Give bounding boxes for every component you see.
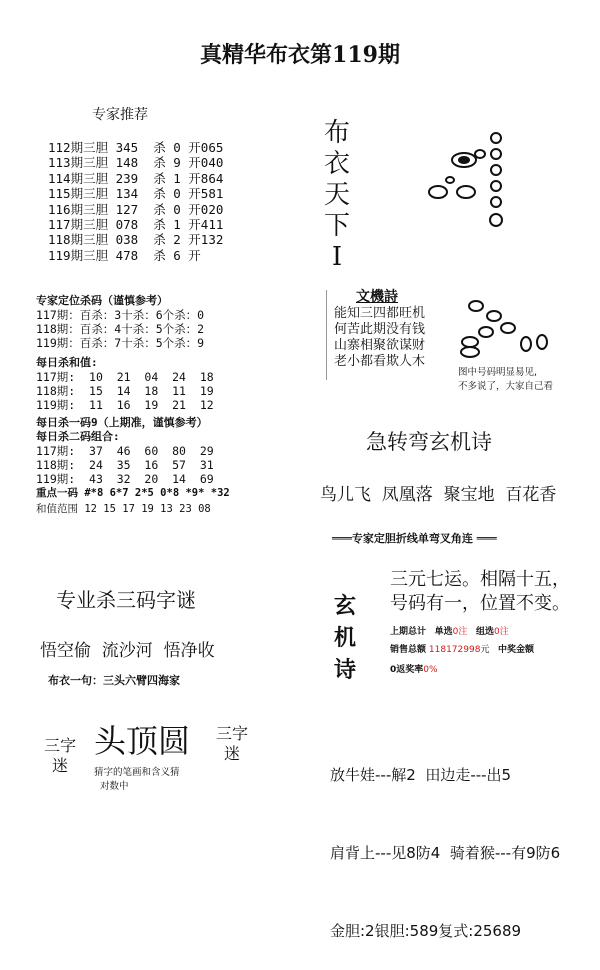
- expert-row: 119期三胆 478 杀 6 开: [48, 247, 201, 263]
- expert-heading: 专家推荐: [92, 107, 148, 123]
- buyi-char: 布: [324, 118, 351, 148]
- bottom-line: 肩背上---见8防4 骑着猴---有9防6: [330, 844, 561, 862]
- stats-label: 单选: [434, 627, 453, 637]
- stats-value: 118172998: [428, 645, 481, 655]
- daily-kill-row: 117期: 37 46 60 80 29: [36, 444, 214, 458]
- poem-line: 何苦此期没有钱: [334, 322, 426, 337]
- buyi-char: I: [331, 242, 343, 272]
- expert-row: 112期三胆 345 杀 0 开065: [48, 140, 224, 155]
- coin-icon: [459, 157, 469, 163]
- xuanji-stats-1: [390, 624, 509, 637]
- daily-sum-heading: 每日杀和值:: [36, 356, 98, 369]
- poem-note: 不多说了，大家自己看: [458, 381, 554, 392]
- xuanji-side: [334, 590, 356, 686]
- riddle-side-right-line: 迷: [224, 744, 241, 763]
- stats-value: 0注: [452, 627, 468, 637]
- coin-icon: [429, 186, 447, 198]
- riddle-side-left: [44, 736, 76, 776]
- daily-kill-subheading: 每日杀二码组合:: [36, 430, 120, 443]
- xuanji-side-char: 玄: [334, 593, 357, 619]
- riddle-hint: 猜字的笔画和含义猜: [94, 767, 180, 778]
- coin-icon: [491, 181, 501, 191]
- riddle-hint: 对数中: [100, 781, 129, 792]
- riddle-center-text: 头顶圆: [94, 722, 191, 760]
- daily-sum-row: 119期: 11 16 19 21 12: [36, 398, 214, 412]
- xuanji-side-char: 诗: [334, 657, 357, 683]
- position-kill-row: 118期：百杀：4十杀：5个杀：2: [36, 322, 205, 336]
- coin-icon: [491, 133, 501, 143]
- daily-sum-row: 118期: 15 14 18 11 19: [36, 384, 214, 398]
- coin-icon: [461, 347, 479, 357]
- coin-icon: [537, 335, 547, 349]
- sum-range: 和值范围 12 15 17 19 13 23 08: [36, 503, 211, 515]
- riddle-verse: 布衣一句：三头六臂四海家: [48, 674, 180, 687]
- coin-icon: [469, 301, 483, 311]
- buyi-char: 天: [324, 180, 351, 210]
- expert-row: 118期三胆 038 杀 2 开132: [48, 232, 224, 248]
- poem-line: 能知三四都旺机: [334, 306, 426, 321]
- xuanji-side-char: 机: [334, 625, 357, 651]
- riddle-phrase: 悟空偷 流沙河 悟净收: [40, 641, 215, 661]
- position-kill-row: 119期：百杀：7十杀：5个杀：9: [36, 336, 205, 350]
- coin-icon: [491, 165, 501, 175]
- poem-lines: [334, 306, 425, 370]
- bottom-line: 放牛娃---解2 田边走---出5: [330, 766, 512, 784]
- daily-kill-row: 118期: 24 35 16 57 31: [36, 458, 214, 472]
- expert-rows: [48, 140, 223, 263]
- buyi-char: 衣: [324, 149, 351, 179]
- stats-value: 0注: [493, 627, 509, 637]
- riddle-side-right-line: 三字: [216, 724, 249, 743]
- coin-icon: [457, 186, 475, 198]
- jizhuan-heading: 急转弯玄机诗: [366, 430, 492, 454]
- stats-label: 上期总计: [390, 627, 427, 637]
- xuanji-line: 三元七运。相隔十五，: [390, 569, 570, 590]
- xuanji-stats-2: [390, 642, 534, 655]
- expert-row: 113期三胆 148 杀 9 开040: [48, 155, 224, 171]
- bottom-lines: [330, 710, 560, 970]
- riddle-side-right: [216, 724, 248, 764]
- expert-row: 114期三胆 239 杀 1 开864: [48, 170, 224, 186]
- page-title: 真精华布衣第119期: [200, 42, 400, 68]
- expert-row: 117期三胆 078 杀 1 开411: [48, 217, 224, 233]
- position-kill-heading: 专家定位杀码（谨慎参考）: [36, 294, 168, 307]
- jizhuan-line: 鸟儿飞 凤凰落 聚宝地 百花香: [320, 485, 557, 505]
- coin-icon: [479, 327, 493, 337]
- stats-label: 中奖金额: [498, 645, 535, 655]
- coin-icon: [501, 323, 515, 333]
- daily-sum-row: 117期: 10 21 04 24 18: [36, 370, 214, 384]
- coin-icon: [446, 177, 454, 183]
- coin-icon: [490, 214, 502, 226]
- stats-label: 组选: [475, 627, 494, 637]
- riddle-side-left-line: 三字: [44, 736, 77, 755]
- position-kill-row: 117期：百杀：3十杀：6个杀：0: [36, 308, 205, 322]
- coin-icon: [475, 150, 485, 158]
- key-code: 重点一码 #*8 6*7 2*5 0*8 *9* *32: [36, 487, 230, 499]
- daily-kill-row: 119期: 43 32 20 14 69: [36, 472, 214, 486]
- buyi-vertical-title: [324, 118, 350, 273]
- stats-label: 0返奖率: [390, 665, 424, 675]
- bottom-line: 金胆:2银胆:589复式:25689: [330, 922, 522, 940]
- stats-label: 销售总额: [390, 645, 427, 655]
- poem-line: 山寨相聚欲谋财: [334, 338, 426, 353]
- coin-icon: [521, 337, 531, 351]
- coins-graphic: [420, 128, 520, 238]
- coin-icon: [487, 311, 501, 321]
- coin-icon: [491, 197, 501, 207]
- expert-row: 115期三胆 134 杀 0 开581: [48, 186, 224, 202]
- riddle-heading: 专业杀三码字谜: [56, 588, 196, 612]
- poem-heading: 文機詩: [356, 289, 398, 305]
- kill-section: [36, 294, 230, 516]
- stats-unit: 元: [480, 645, 490, 655]
- xuanji-text: [390, 568, 570, 616]
- expert-row: 116期三胆 127 杀 0 开020: [48, 201, 224, 217]
- xuanji-banner: ═══专家定胆折线单弯叉角连 ═══: [332, 532, 497, 545]
- xuanji-stats-3: [390, 662, 438, 675]
- coin-icon: [491, 149, 501, 159]
- coin-chain-graphic: [446, 294, 556, 364]
- daily-kill-heading: 每日杀一码9（上期准，谨慎参考）: [36, 416, 208, 429]
- coin-icon: [462, 337, 478, 347]
- xuanji-line: 号码有一，位置不变。: [390, 593, 570, 614]
- stats-value: 0%: [423, 665, 438, 675]
- poem-note: 图中号码明显易见,: [458, 367, 538, 378]
- poem-line: 老小都看欺人木: [334, 354, 426, 369]
- buyi-char: 下: [324, 211, 351, 241]
- riddle-side-left-line: 迷: [52, 756, 69, 775]
